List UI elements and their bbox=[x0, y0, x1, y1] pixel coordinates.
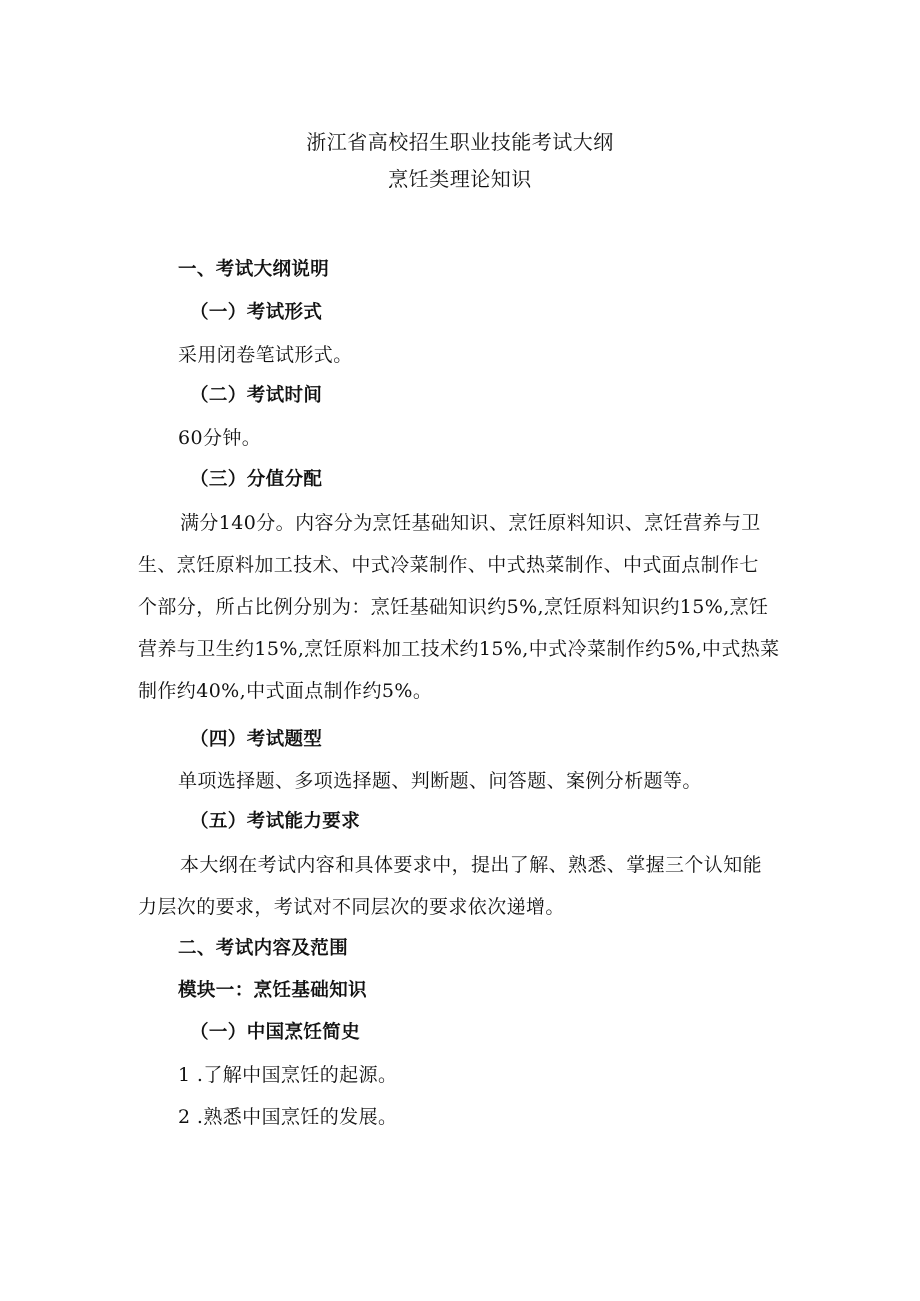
subsection-heading-question-types: （四）考试题型 bbox=[190, 729, 323, 750]
module-heading-1: 模块一：烹饪基础知识 bbox=[178, 980, 368, 1001]
subsection-heading-ability-requirements: （五）考试能力要求 bbox=[190, 811, 361, 832]
score-allocation-line-1: 满分140分。内容分为烹饪基础知识、烹饪原料知识、烹饪营养与卫 bbox=[180, 512, 761, 534]
section-heading-2: 二、考试内容及范围 bbox=[178, 938, 349, 959]
list-item: 1 .了解中国烹饪的起源。 bbox=[178, 1064, 398, 1086]
score-allocation-line-4: 营养与卫生约15%,烹饪原料加工技术约15%,中式冷菜制作约5%,中式热菜 bbox=[138, 638, 780, 660]
score-allocation-line-2: 生、烹饪原料加工技术、中式冷菜制作、中式热菜制作、中式面点制作七 bbox=[138, 554, 759, 576]
subsection-heading-cooking-history: （一）中国烹饪简史 bbox=[190, 1022, 361, 1043]
exam-time-text: 60分钟。 bbox=[178, 427, 262, 449]
ability-requirements-line-2: 力层次的要求，考试对不同层次的要求依次递增。 bbox=[138, 896, 565, 918]
list-item: 2 .熟悉中国烹饪的发展。 bbox=[178, 1106, 398, 1128]
document-title: 浙江省高校招生职业技能考试大纲 bbox=[306, 130, 614, 154]
document-subtitle: 烹饪类理论知识 bbox=[388, 167, 532, 191]
exam-format-text: 采用闭卷笔试形式。 bbox=[178, 344, 353, 366]
subsection-heading-score-allocation: （三）分值分配 bbox=[190, 469, 323, 490]
question-types-text: 单项选择题、多项选择题、判断题、问答题、案例分析题等。 bbox=[178, 770, 702, 792]
section-heading-1: 一、考试大纲说明 bbox=[178, 259, 330, 280]
ability-requirements-line-1: 本大纲在考试内容和具体要求中，提出了解、熟悉、掌握三个认知能 bbox=[180, 854, 763, 876]
subsection-heading-exam-format: （一）考试形式 bbox=[190, 302, 323, 323]
score-allocation-line-5: 制作约40%,中式面点制作约5%。 bbox=[138, 680, 433, 702]
score-allocation-line-3: 个部分，所占比例分别为：烹饪基础知识约5%,烹饪原料知识约15%,烹饪 bbox=[138, 596, 769, 618]
subsection-heading-exam-time: （二）考试时间 bbox=[190, 385, 323, 406]
